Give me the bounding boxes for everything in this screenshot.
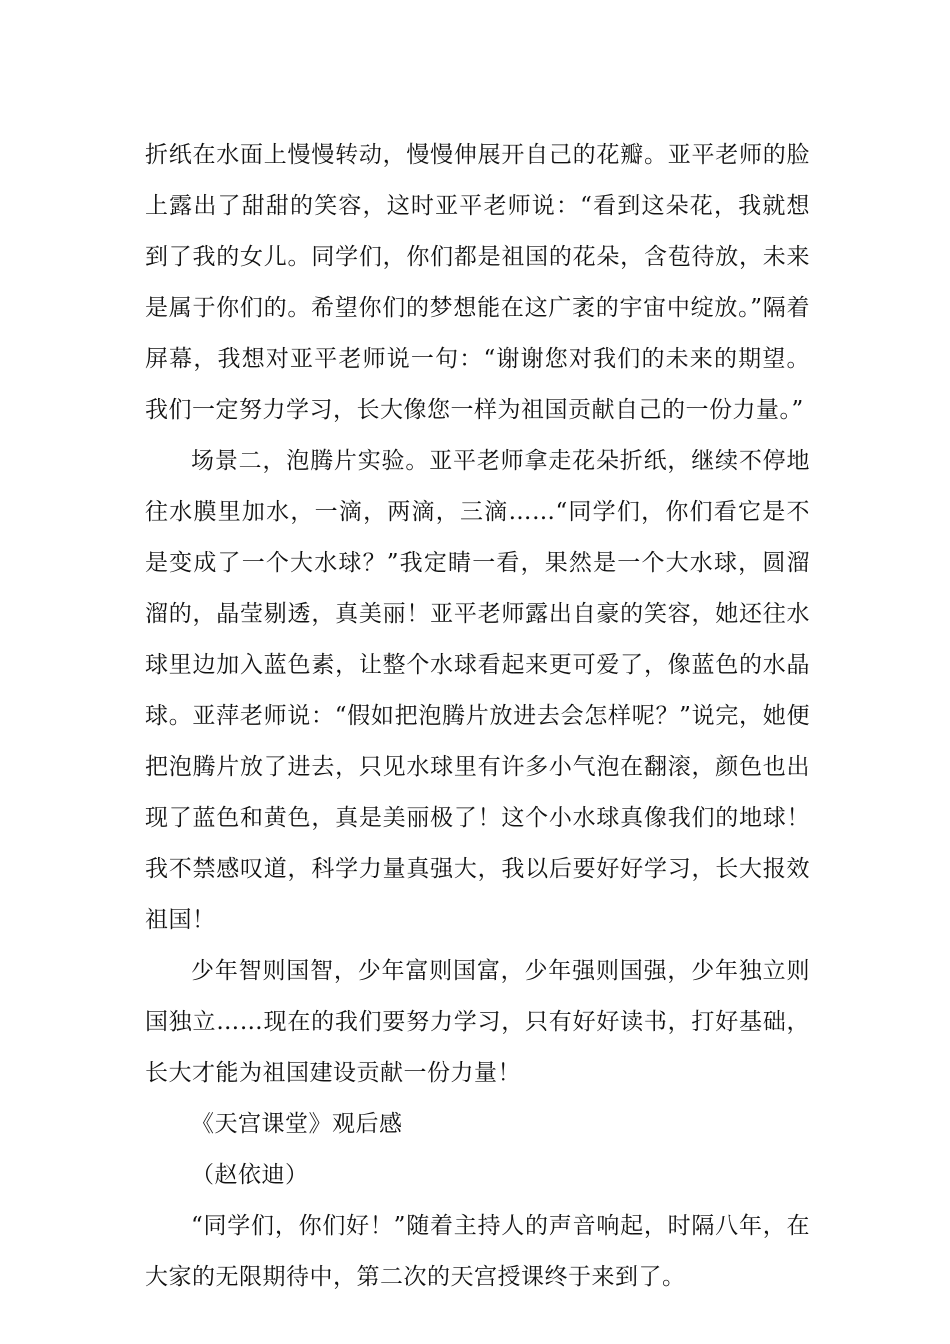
document-body (145, 130, 810, 1303)
essay-title: 《天宫课堂》观后感 (191, 1111, 403, 1137)
paragraph-continued: 折纸在水面上慢慢转动，慢慢伸展开自己的花瓣。亚平老师的脸上露出了甜甜的笑容，这时亚平老师说：“看到这朵花，我就想到了我的女儿。同学们，你们都是祖国的花朵，含苞待放，未来是属于你们的。希望你们的梦想能在这广袤的宇宙中绽放。”隔着屏幕，我想对亚平老师说一句：“谢谢您对我们的未来的期望。我们一定努力学习，长大像您一样为祖国贡献自己的一份力量。” (145, 142, 810, 423)
paragraph-scene-two: 场景二，泡腾片实验。亚平老师拿走花朵折纸，继续不停地往水膜里加水，一滴，两滴，三滴……“同学们，你们看它是不是变成了一个大水球？”我定睛一看，果然是一个大水球，圆溜溜的，晶莹剔透，真美丽！亚平老师露出自豪的笑容，她还往水球里边加入蓝色素，让整个水球看起来更可爱了，像蓝色的水晶球。亚萍老师说：“假如把泡腾片放进去会怎样呢？”说完，她便把泡腾片放了进去，只见水球里有许多小气泡在翻滚，颜色也出现了蓝色和黄色，真是美丽极了！这个小水球真像我们的地球！我不禁感叹道，科学力量真强大，我以后要好好学习，长大报效祖国！ (145, 448, 810, 933)
paragraph-essay-intro: “同学们，你们好！”随着主持人的声音响起，时隔八年，在大家的无限期待中，第二次的天宫授课终于来到了。 (145, 1213, 810, 1290)
essay-author: （赵依迪） (191, 1162, 309, 1188)
paragraph-conclusion: 少年智则国智，少年富则国富，少年强则国强，少年独立则国独立……现在的我们要努力学习，只有好好读书，打好基础，长大才能为祖国建设贡献一份力量！ (145, 958, 810, 1086)
